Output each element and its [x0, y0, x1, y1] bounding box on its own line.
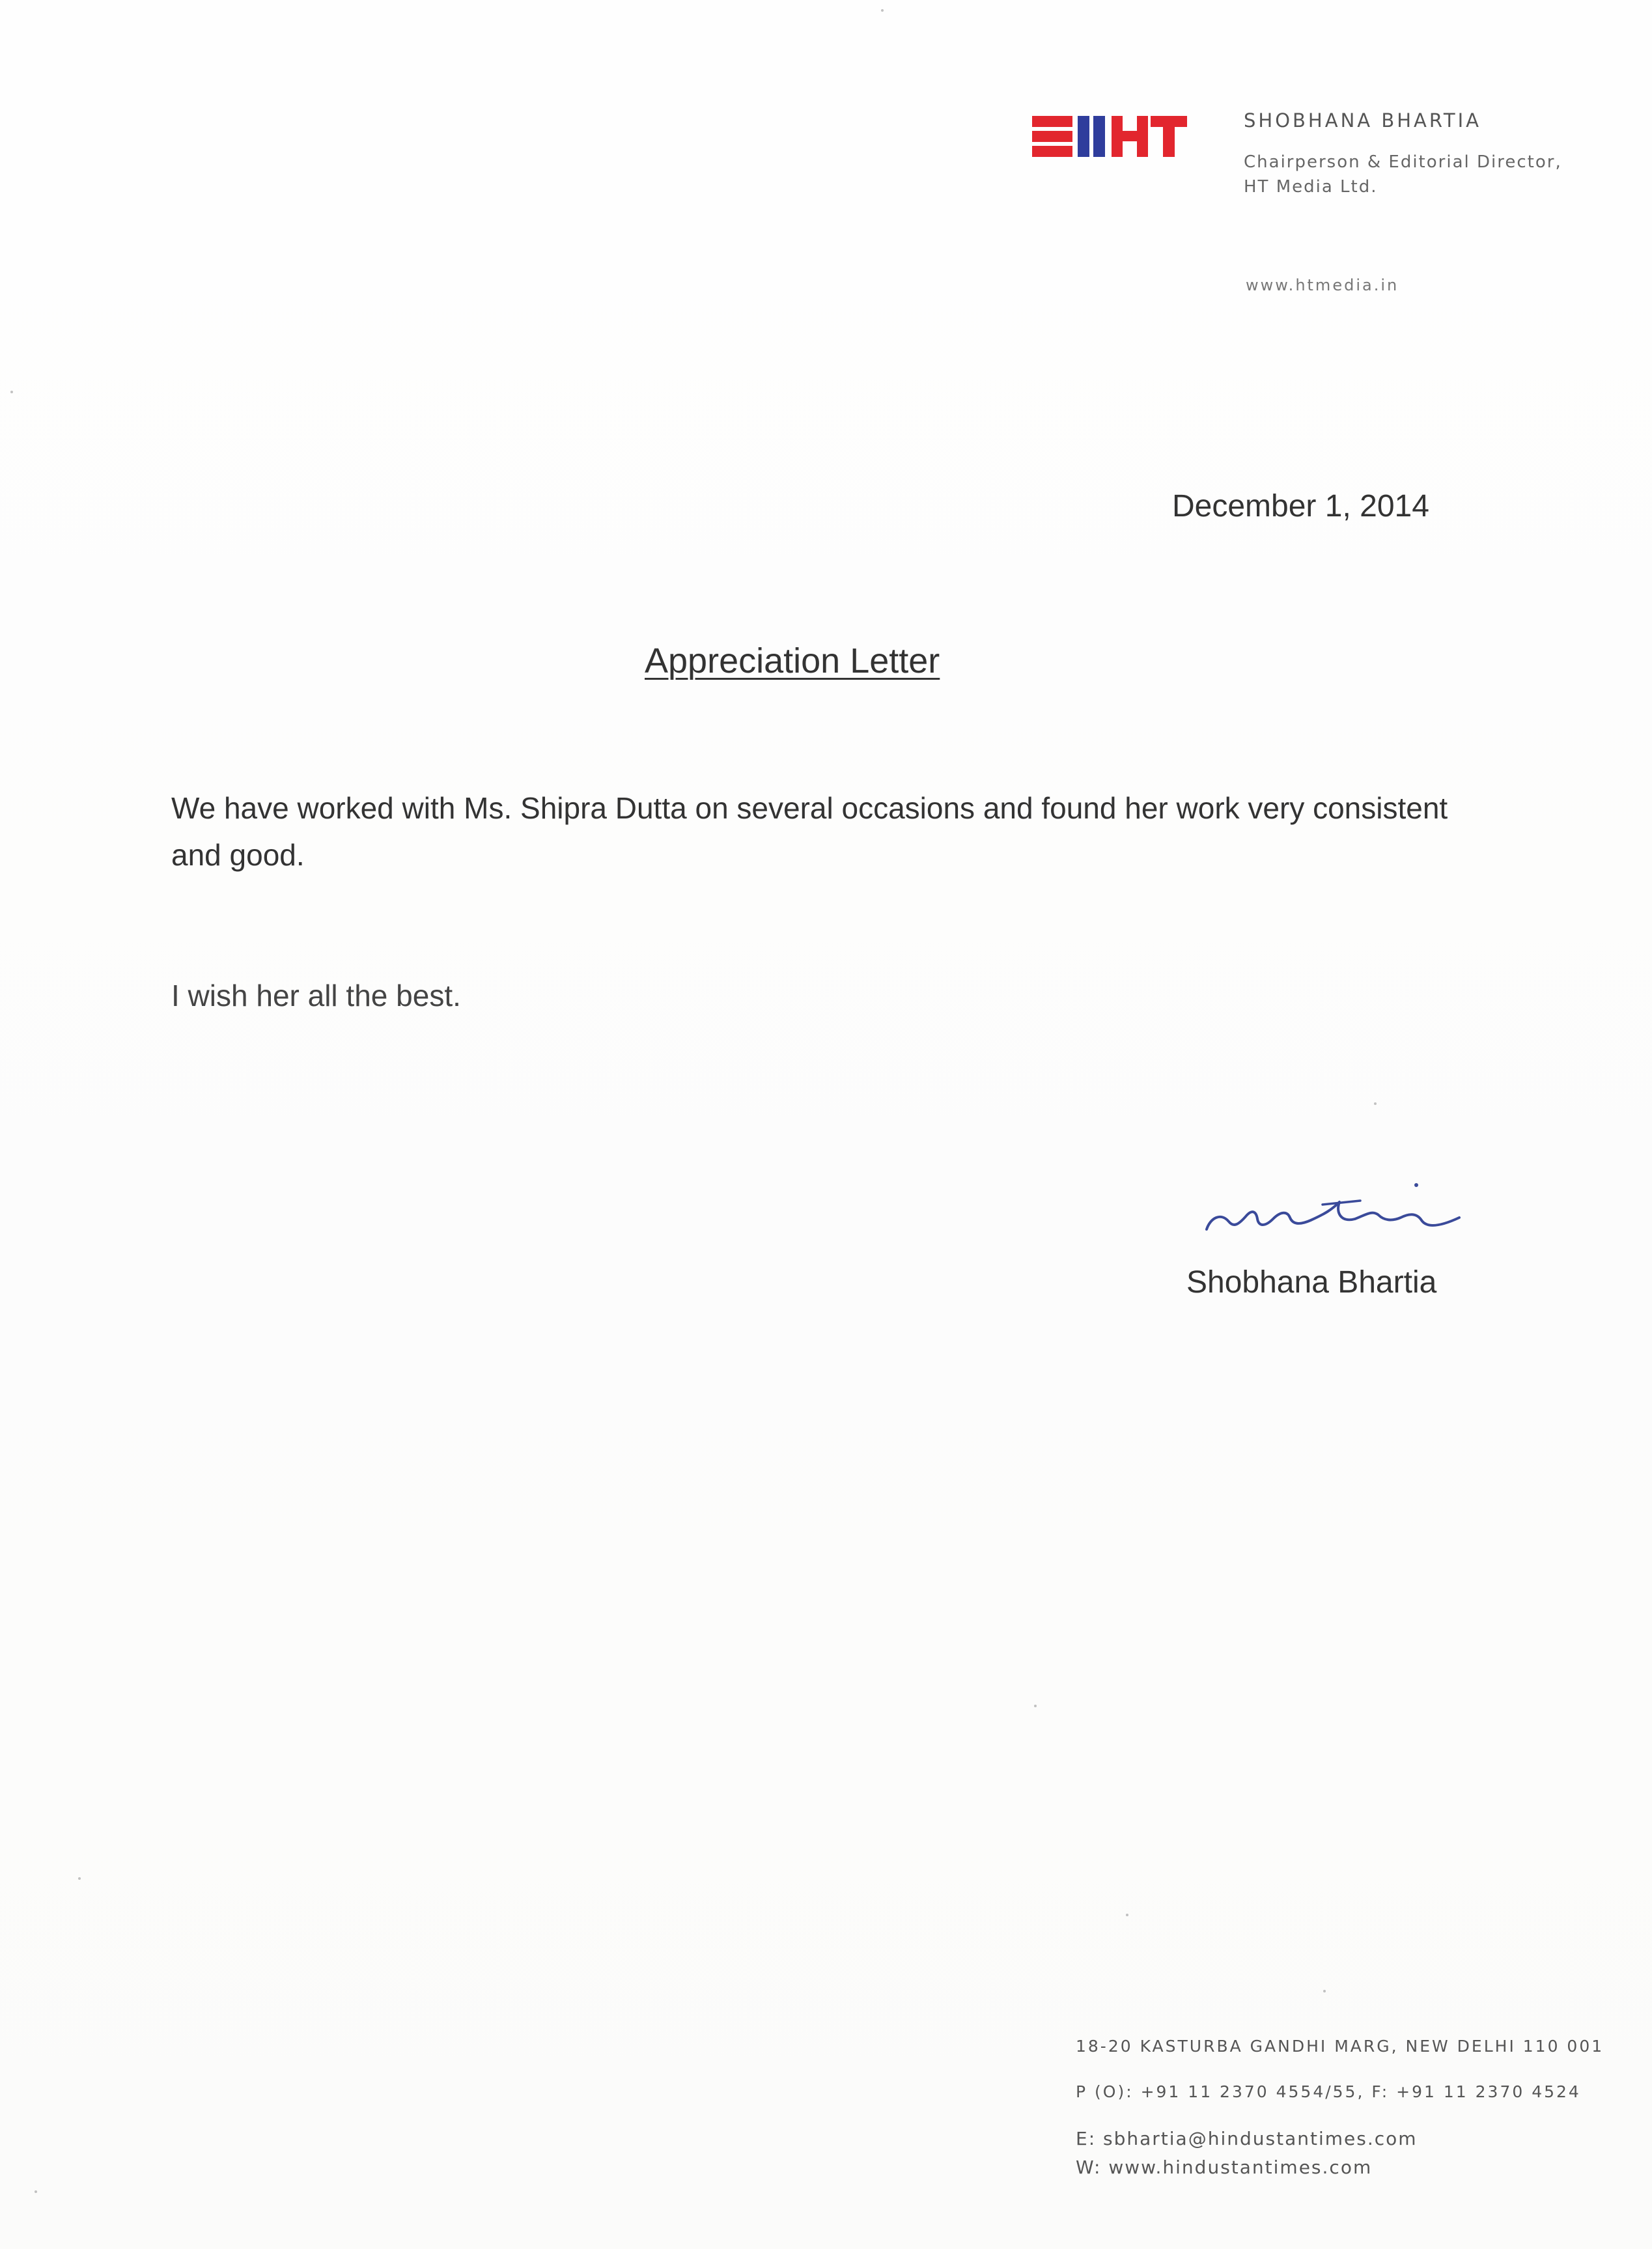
scan-speck — [881, 9, 884, 12]
letterhead-name: SHOBHANA BHARTIA — [1244, 109, 1482, 132]
ht-logo — [1032, 115, 1187, 158]
letterhead-title: Chairperson & Editorial Director, — [1244, 152, 1562, 172]
scan-speck — [35, 2190, 37, 2193]
letter-date: December 1, 2014 — [1172, 489, 1429, 524]
scan-speck — [1126, 1914, 1128, 1916]
letterhead-company: HT Media Ltd. — [1244, 177, 1378, 197]
signatory-name: Shobhana Bhartia — [1186, 1265, 1437, 1300]
letter-subject: Appreciation Letter — [645, 641, 940, 680]
footer-address: 18-20 KASTURBA GANDHI MARG, NEW DELHI 110 001 — [1076, 2037, 1604, 2056]
scan-speck — [1323, 1990, 1326, 1992]
scan-speck — [1374, 1102, 1377, 1105]
footer-email: E: sbhartia@hindustantimes.com — [1076, 2128, 1418, 2149]
scan-speck — [78, 1877, 81, 1880]
scan-speck — [10, 391, 13, 393]
footer-phone: P (O): +91 11 2370 4554/55, F: +91 11 2370 4524 — [1076, 2082, 1581, 2101]
handwritten-signature — [1201, 1172, 1468, 1244]
scan-speck — [1034, 1705, 1037, 1707]
footer-web: W: www.hindustantimes.com — [1076, 2157, 1373, 2178]
letter-paragraph-2: I wish her all the best. — [171, 979, 461, 1013]
letterhead-website: www.htmedia.in — [1246, 276, 1399, 294]
letter-paragraph-1: We have worked with Ms. Shipra Dutta on several occasions and found her work very consistent and good. — [171, 791, 1448, 872]
